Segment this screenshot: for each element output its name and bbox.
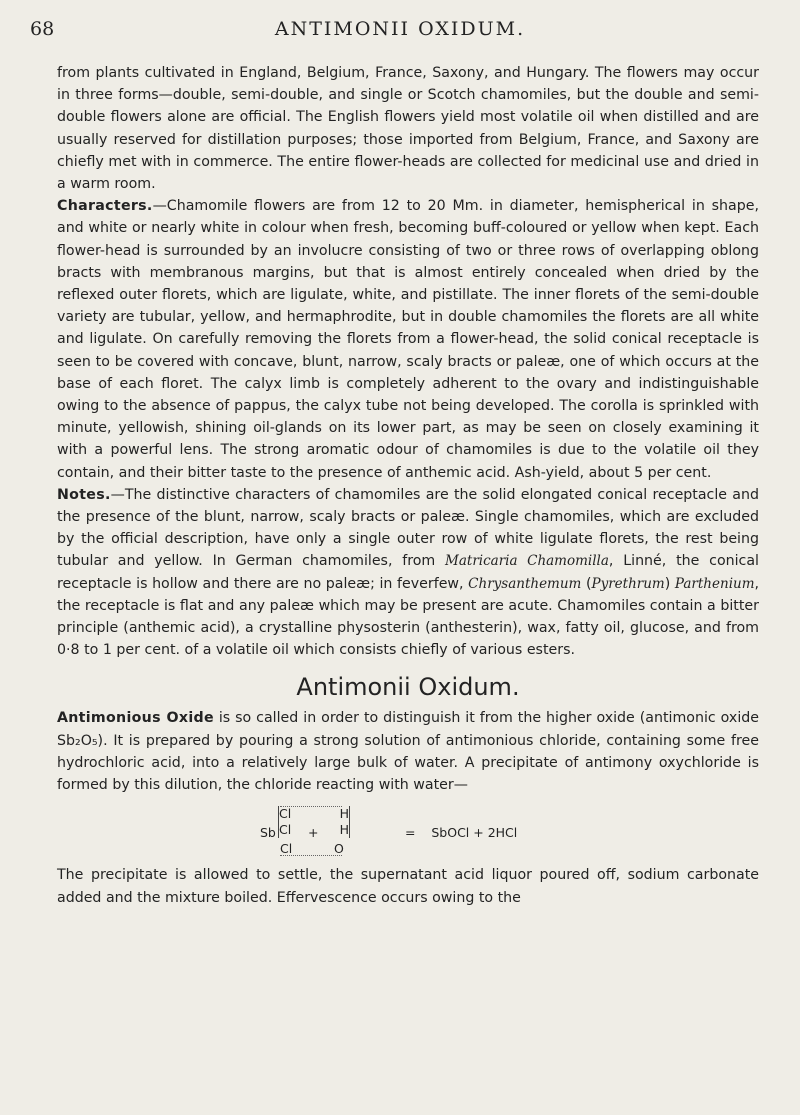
equation-o: O [334, 841, 344, 857]
equation-reactants [260, 806, 370, 856]
running-head: ANTIMONII OXIDUM. [274, 18, 526, 40]
equation-cl-column [278, 806, 293, 838]
antimony-heading: Antimonious Oxide [57, 710, 214, 727]
notes-italic-pyrethrum: Pyrethrum [591, 575, 665, 592]
notes-text-e: , the receptacle is flat and any paleæ which may be present are acute. Chamomiles contain a bitter principle (anthemic acid), a crystalline physosterin (anthesterin), wax, fatty oil, glucose, and from 0·8 to 1 per cent. of a volatile oil which consists chiefly of various esters. [57, 575, 760, 659]
page-header [0, 18, 800, 54]
notes-heading: Notes. [57, 486, 111, 503]
equation-h-1: H [339, 806, 349, 822]
notes-text-d: ) [664, 575, 675, 592]
equation-plus: + [308, 825, 319, 841]
paragraph-antimony [57, 707, 759, 796]
paragraph-characters [57, 195, 759, 484]
equation-h-2: H [339, 822, 349, 838]
equation-products: = SbOCl + 2HCl [405, 825, 518, 841]
page-body [57, 62, 759, 909]
notes-italic-parthenium: Parthenium [674, 575, 755, 592]
paragraph-intro: from plants cultivated in England, Belgium, France, Saxony, and Hungary. The flowers may occur in three forms—double, semi-double, and single or Scotch chamomiles, but the double and semi-double flowers alone are official. The English flowers yield most volatile oil when distilled and are usually reserved for distillation purposes; those imported from Belgium, France, and Saxony are chiefly met with in commerce. The entire flower-heads are collected for medicinal use and dried in a warm room. [57, 65, 759, 193]
section-title: Antimonii Oxidum. [296, 673, 520, 702]
notes-text-c: ( [581, 575, 592, 592]
equation-h-column [335, 806, 350, 838]
notes-italic-matricaria: Matricaria Chamomilla [445, 553, 609, 570]
characters-heading: Characters. [57, 198, 153, 215]
characters-text: —Chamomile flowers are from 12 to 20 Mm. in diameter, hemispherical in shape, and white or nearly white in colour when fresh, becoming buff-coloured or yellow when kept. Each flower-head is surrounded by an involucre consisting of two or three rows of overlapping oblong bracts with membranous margins, but that is almost entirely concealed when dried by the reflexed outer florets, which are ligulate, white, and pistillate. The inner florets of the semi-double variety are tubular, yellow, and hermaphrodite, but in double chamomiles the florets are all white and ligulate. On carefully removing the florets from a flower-head, the solid conical receptacle is seen to be covered with concave, blunt, narrow, scaly bracts or paleæ, one of which occurs at the base of each floret. The calyx limb is completely adherent to the ovary and indistinguishable owing to the absence of pappus, the calyx tube not being developed. The corolla is sprinkled with minute, yellowish, shining oil-glands on its lower part, as may be seen on closely examining it with a powerful lens. The strong aromatic odour of chamomiles is due to the volatile oil they contain, and their bitter taste to the presence of anthemic acid. Ash-yield, about 5 per cent. [57, 198, 759, 481]
antimony-text: is so called in order to distinguish it from the higher oxide (antimonic oxide Sb₂O₅). It is prepared by pouring a strong solution of antimonious chloride, containing some free hydrochloric acid, into a relatively large bulk of water. A precipitate of antimony oxychloride is formed by this dilution, the chloride reacting with water— [57, 710, 759, 794]
page-number: 68 [30, 18, 55, 40]
equation-dotted-bottom [280, 855, 342, 856]
equation-cl-3: Cl [280, 841, 293, 857]
equation-cl-2: Cl [279, 822, 292, 838]
equation-sb: Sb [260, 825, 276, 841]
paragraph-notes [57, 484, 759, 662]
paragraph-precipitate: The precipitate is allowed to settle, the supernatant acid liquor poured off, sodium carbonate added and the mixture boiled. Effervescence occurs owing to the [57, 867, 759, 906]
notes-text-a: —The distinctive characters of chamomiles are the solid elongated conical receptacle and the presence of the blunt, narrow, scaly bracts or paleæ. Single chamomiles, which are excluded by the official description, have only a single outer row of white ligulate florets, the rest being tubular and yellow. In German chamomiles, from [57, 486, 759, 570]
notes-text-b: , Linné, the conical receptacle is hollow and there are no paleæ; in feverfew, [57, 553, 759, 592]
chemical-equation [57, 802, 759, 860]
notes-italic-chrysanthemum: Chrysanthemum [468, 575, 582, 592]
equation-cl-1: Cl [279, 806, 292, 822]
